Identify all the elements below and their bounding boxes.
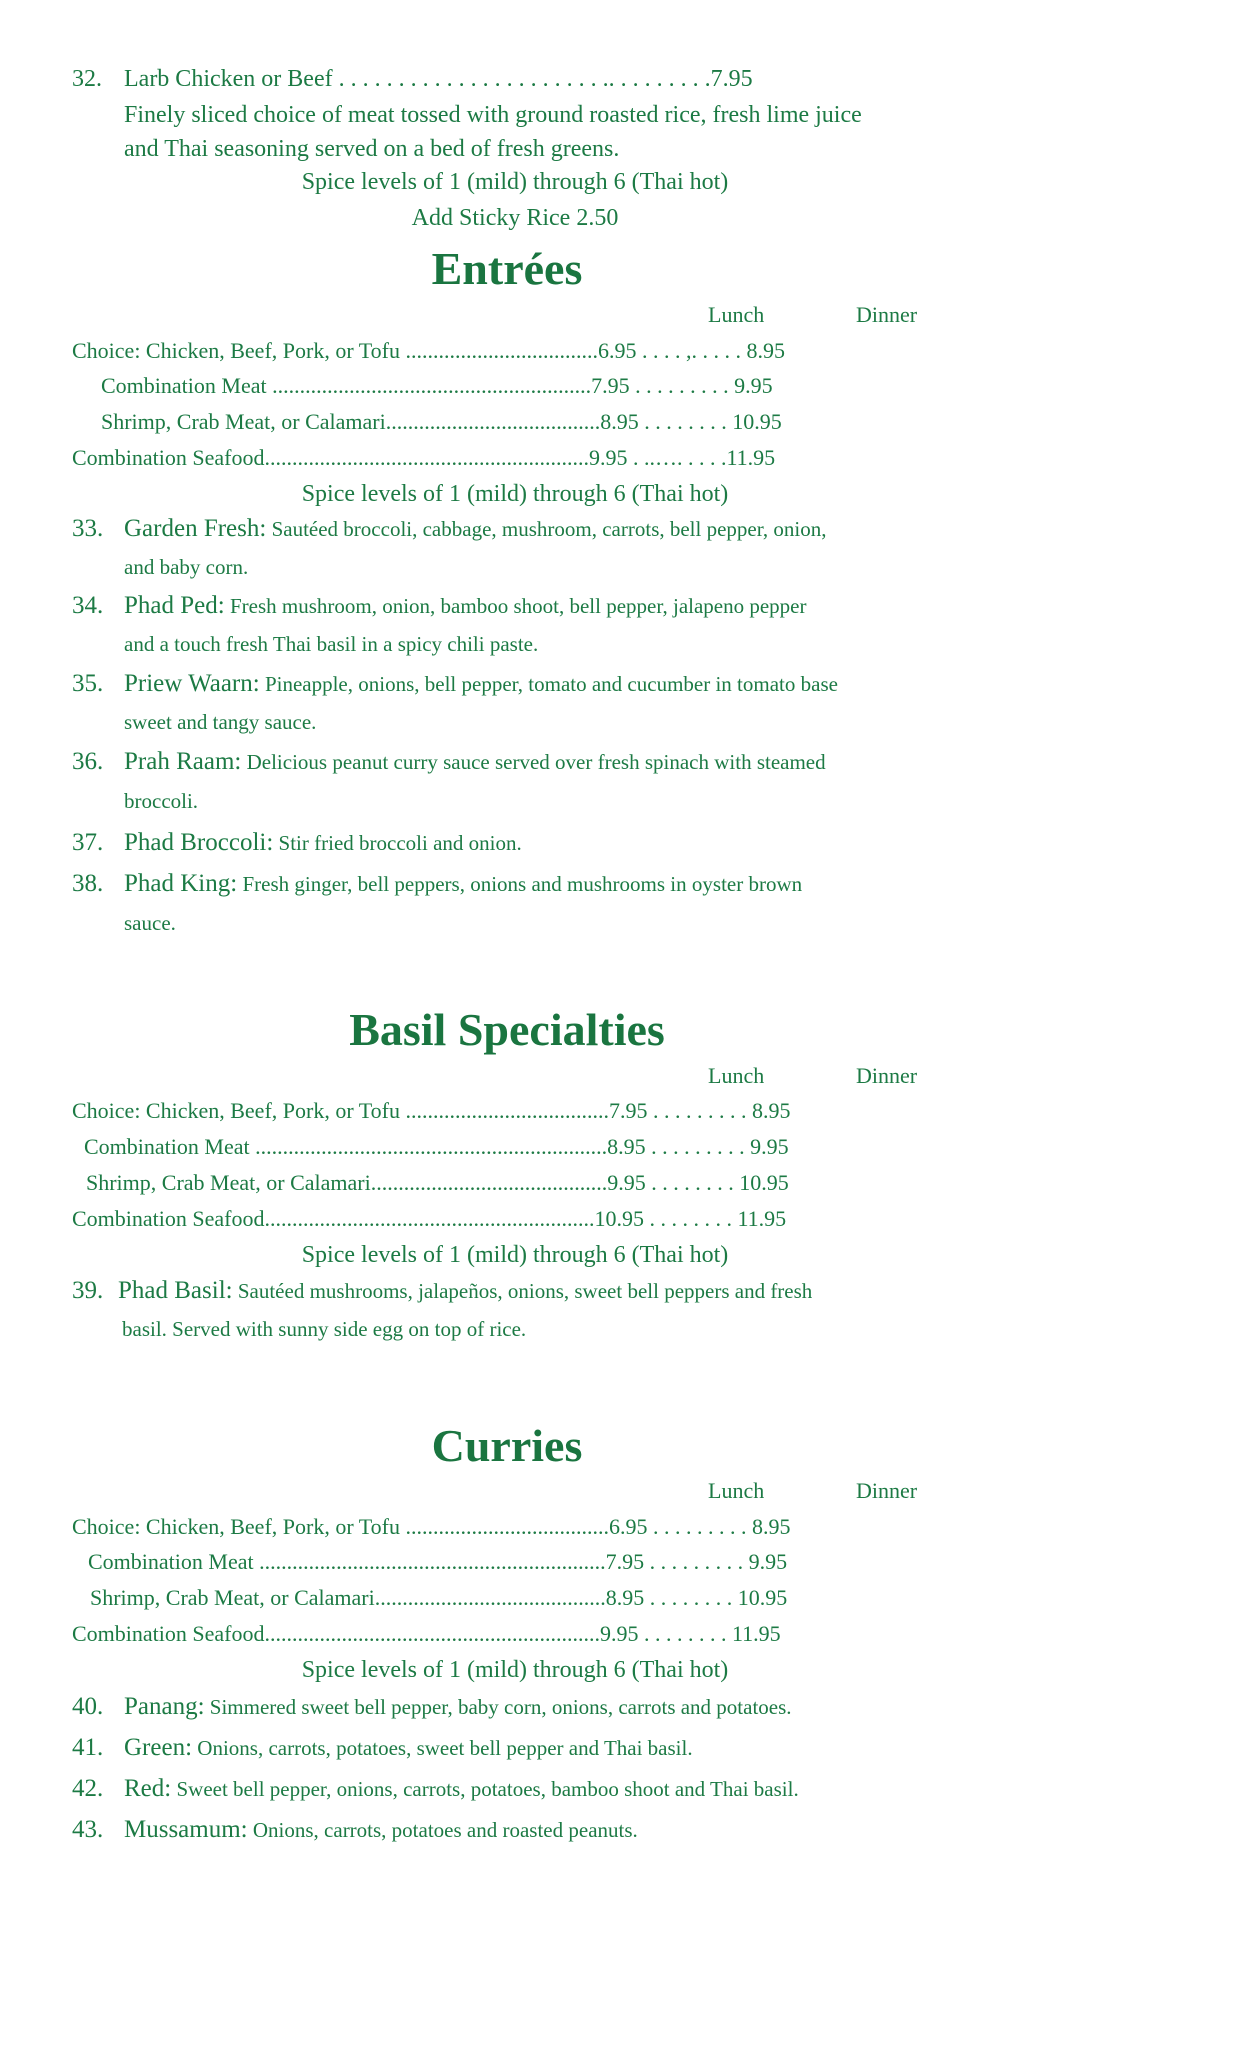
item-number: 36. (72, 748, 104, 775)
basil-price-row: Combination Seafood............................................................10.95 . . . . . . . . 11.95 (72, 1206, 787, 1231)
larb-item-line: Larb Chicken or Beef . . . . . . . . . . . . . . . . . . . . . . .. . . . . . . . .7.95 (124, 66, 753, 92)
item-name: Phad King: (124, 870, 238, 897)
entrees-price-row: Choice: Chicken, Beef, Pork, or Tofu ...................................6.95 . . . . ,. . . . . 8.95 (72, 338, 785, 363)
item-number: 40. (72, 1693, 104, 1720)
item-description: Sweet bell pepper, onions, carrots, potatoes, bamboo shoot and Thai basil. (171, 1777, 799, 1801)
entrees-price-row: Combination Seafood...........................................................9.95 . ..…. . . . .11.95 (72, 445, 776, 470)
curries-price-row: Shrimp, Crab Meat, or Calamari..........................................8.95 . . . . . . . . 10.95 (90, 1585, 788, 1610)
menu-item (124, 669, 838, 702)
curries-price-row: Combination Seafood.............................................................9.95 . . . . . . . . 11.95 (72, 1621, 781, 1646)
larb-spice-note: Spice levels of 1 (mild) through 6 (Thai hot) (301, 169, 729, 195)
item-number: 34. (72, 592, 104, 619)
item-description-cont: and baby corn. (124, 555, 249, 579)
larb-desc-line2: and Thai seasoning served on a bed of fresh greens. (124, 136, 620, 162)
menu-item (124, 591, 807, 624)
larb-desc-line1: Finely sliced choice of meat tossed with ground roasted rice, fresh lime juice (124, 102, 862, 128)
menu-item (124, 514, 826, 547)
item-name: Green: (124, 1734, 193, 1761)
curries-price-row: Combination Meat ...............................................................7.95 . . . . . . . . . 9.95 (88, 1549, 788, 1574)
item-description: Stir fried broccoli and onion. (273, 831, 522, 855)
basil-dinner-label: Dinner (856, 1063, 918, 1088)
menu-item (118, 1276, 812, 1309)
item-number: 37. (72, 829, 104, 856)
item-name: Phad Basil: (118, 1277, 233, 1304)
item-number: 42. (72, 1775, 104, 1802)
item-name: Garden Fresh: (124, 515, 267, 542)
larb-item-number: 32. (72, 66, 102, 92)
item-number: 43. (72, 1816, 104, 1843)
basil-lunch-label: Lunch (708, 1063, 765, 1088)
menu-item (124, 828, 522, 861)
item-description-cont: and a touch fresh Thai basil in a spicy chili paste. (124, 632, 539, 656)
entrees-price-row: Combination Meat ..........................................................7.95 . . . . . . . . . 9.95 (101, 373, 773, 398)
basil-spice-note: Spice levels of 1 (mild) through 6 (Thai hot) (301, 1242, 729, 1268)
item-number: 41. (72, 1734, 104, 1761)
curries-price-row: Choice: Chicken, Beef, Pork, or Tofu .....................................6.95 . . . . . . . . . 8.95 (72, 1514, 791, 1539)
item-number: 38. (72, 870, 104, 897)
menu-item (124, 1733, 693, 1766)
item-description: Pineapple, onions, bell pepper, tomato and cucumber in tomato base (259, 672, 838, 696)
menu-item (124, 747, 826, 780)
basil-price-row: Choice: Chicken, Beef, Pork, or Tofu .....................................7.95 . . . . . . . . . 8.95 (72, 1098, 791, 1123)
entrees-lunch-label: Lunch (708, 302, 765, 327)
item-description-cont: broccoli. (124, 789, 199, 813)
section-heading-basil-specialties: Basil Specialties (349, 1004, 665, 1055)
item-name: Priew Waarn: (124, 670, 260, 697)
item-description: Sautéed mushrooms, jalapeños, onions, sweet bell peppers and fresh (232, 1279, 813, 1303)
basil-price-row: Shrimp, Crab Meat, or Calamari...........................................9.95 . . . . . . . . 10.95 (86, 1170, 789, 1195)
curries-spice-note: Spice levels of 1 (mild) through 6 (Thai hot) (301, 1657, 729, 1683)
item-description: Sautéed broccoli, cabbage, mushroom, carrots, bell pepper, onion, (266, 517, 827, 541)
item-description: Fresh ginger, bell peppers, onions and mushrooms in oyster brown (237, 872, 803, 896)
item-name: Red: (124, 1775, 172, 1802)
curries-lunch-label: Lunch (708, 1478, 765, 1503)
item-number: 39. (72, 1277, 104, 1304)
item-name: Panang: (124, 1693, 205, 1720)
item-description: Simmered sweet bell pepper, baby corn, onions, carrots and potatoes. (204, 1695, 792, 1719)
item-number: 33. (72, 515, 104, 542)
menu-item (124, 1774, 799, 1807)
item-description-cont: sauce. (124, 911, 176, 935)
item-description: Onions, carrots, potatoes and roasted peanuts. (247, 1818, 638, 1842)
item-name: Phad Ped: (124, 592, 225, 619)
menu-item (124, 1692, 792, 1725)
item-description-cont: sweet and tangy sauce. (124, 710, 317, 734)
item-name: Prah Raam: (124, 748, 242, 775)
section-heading-curries: Curries (431, 1420, 583, 1471)
menu-item (124, 869, 802, 902)
entrees-dinner-label: Dinner (856, 302, 918, 327)
item-name: Phad Broccoli: (124, 829, 274, 856)
section-heading-entrees: Entrées (431, 243, 583, 294)
curries-dinner-label: Dinner (856, 1478, 918, 1503)
item-description: Onions, carrots, potatoes, sweet bell pepper and Thai basil. (192, 1736, 693, 1760)
item-number: 35. (72, 670, 104, 697)
basil-price-row: Combination Meat ................................................................8.95 . . . . . . . . . 9.95 (84, 1134, 789, 1159)
item-name: Mussamum: (124, 1816, 248, 1843)
larb-addon: Add Sticky Rice 2.50 (411, 205, 619, 231)
menu-item (124, 1815, 638, 1848)
item-description-cont: basil. Served with sunny side egg on top of rice. (122, 1317, 527, 1341)
entrees-spice-note: Spice levels of 1 (mild) through 6 (Thai hot) (301, 481, 729, 507)
entrees-price-row: Shrimp, Crab Meat, or Calamari.......................................8.95 . . . . . . . . 10.95 (101, 409, 782, 434)
item-description: Fresh mushroom, onion, bamboo shoot, bell pepper, jalapeno pepper (224, 594, 807, 618)
item-description: Delicious peanut curry sauce served over fresh spinach with steamed (241, 750, 826, 774)
